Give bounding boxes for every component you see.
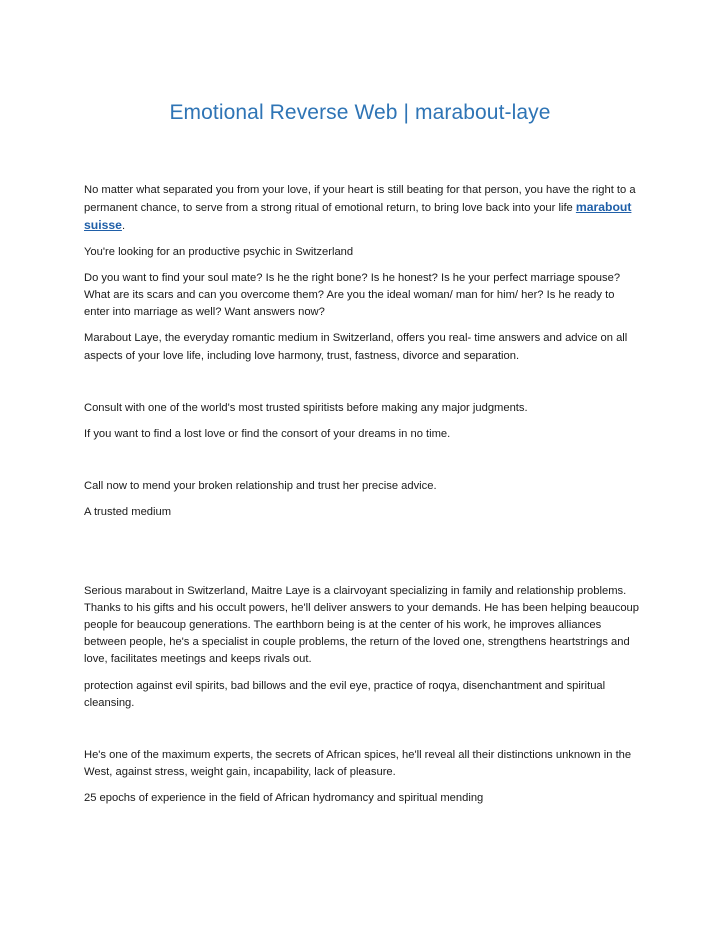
paragraph-consult: Consult with one of the world's most trusted spiritists before making any major judgments. — [84, 401, 528, 414]
paragraph-trusted-medium: A trusted medium — [84, 506, 172, 519]
paragraph-serious-marabout: Serious marabout in Switzerland, Maitre Laye is a clairvoyant specializing in family and relationship problems. Thanks to his gifts and his occult powers, he'll deliver answers to your demands. He has been helping beaucoup people for beaucoup generations. The earthborn being is at the center of his work, he improves alliances between people, he's a specialist in couple problems, the return of the loved one, strengthens heartstrings and love, facilitates meetings and keeps rivals out. — [84, 584, 639, 666]
paragraph-lost-love: If you want to find a lost love or find the consort of your dreams in no time. — [84, 428, 451, 441]
paragraph-experience: 25 epochs of experience in the field of African hydromancy and spiritual mending — [84, 792, 484, 805]
paragraph-marabout-laye: Marabout Laye, the everyday romantic medium in Switzerland, offers you real- time answers and advice on all aspects of your love life, including love harmony, trust, fastness, divorce and separation. — [84, 332, 628, 362]
marabout-suisse-link[interactable]: marabout suisse — [84, 200, 632, 233]
paragraph-intro-end: . — [121, 220, 126, 233]
paragraph-intro — [84, 182, 640, 236]
paragraph-protection: protection against evil spirits, bad billows and the evil eye, practice of roqya, disenchantment and spiritual cleansing. — [84, 679, 606, 709]
paragraph-psychic-switzerland: You're looking for an productive psychic in Switzerland — [84, 245, 354, 258]
page-title: Emotional Reverse Web | marabout-laye — [169, 101, 551, 124]
paragraph-call-now: Call now to mend your broken relationship and trust her precise advice. — [84, 480, 437, 493]
document-body — [84, 182, 640, 808]
paragraph-african-spices: He's one of the maximum experts, the secrets of African spices, he'll reveal all their distinctions unknown in the West, against stress, weight gain, incapability, lack of pleasure. — [84, 749, 632, 779]
paragraph-soul-mate-questions: Do you want to find your soul mate? Is he the right bone? Is he honest? Is he your perfect marriage spouse? What are its scars and can you overcome them? Are you the ideal woman/ man for him/ her? Is he ready to enter into marriage as well? Want answers now? — [84, 271, 621, 319]
paragraph-intro-text: No matter what separated you from your love, if your heart is still beating for that person, you have the right to a permanent chance, to serve from a strong ritual of emotional return, to bring love back into your life — [84, 184, 636, 215]
